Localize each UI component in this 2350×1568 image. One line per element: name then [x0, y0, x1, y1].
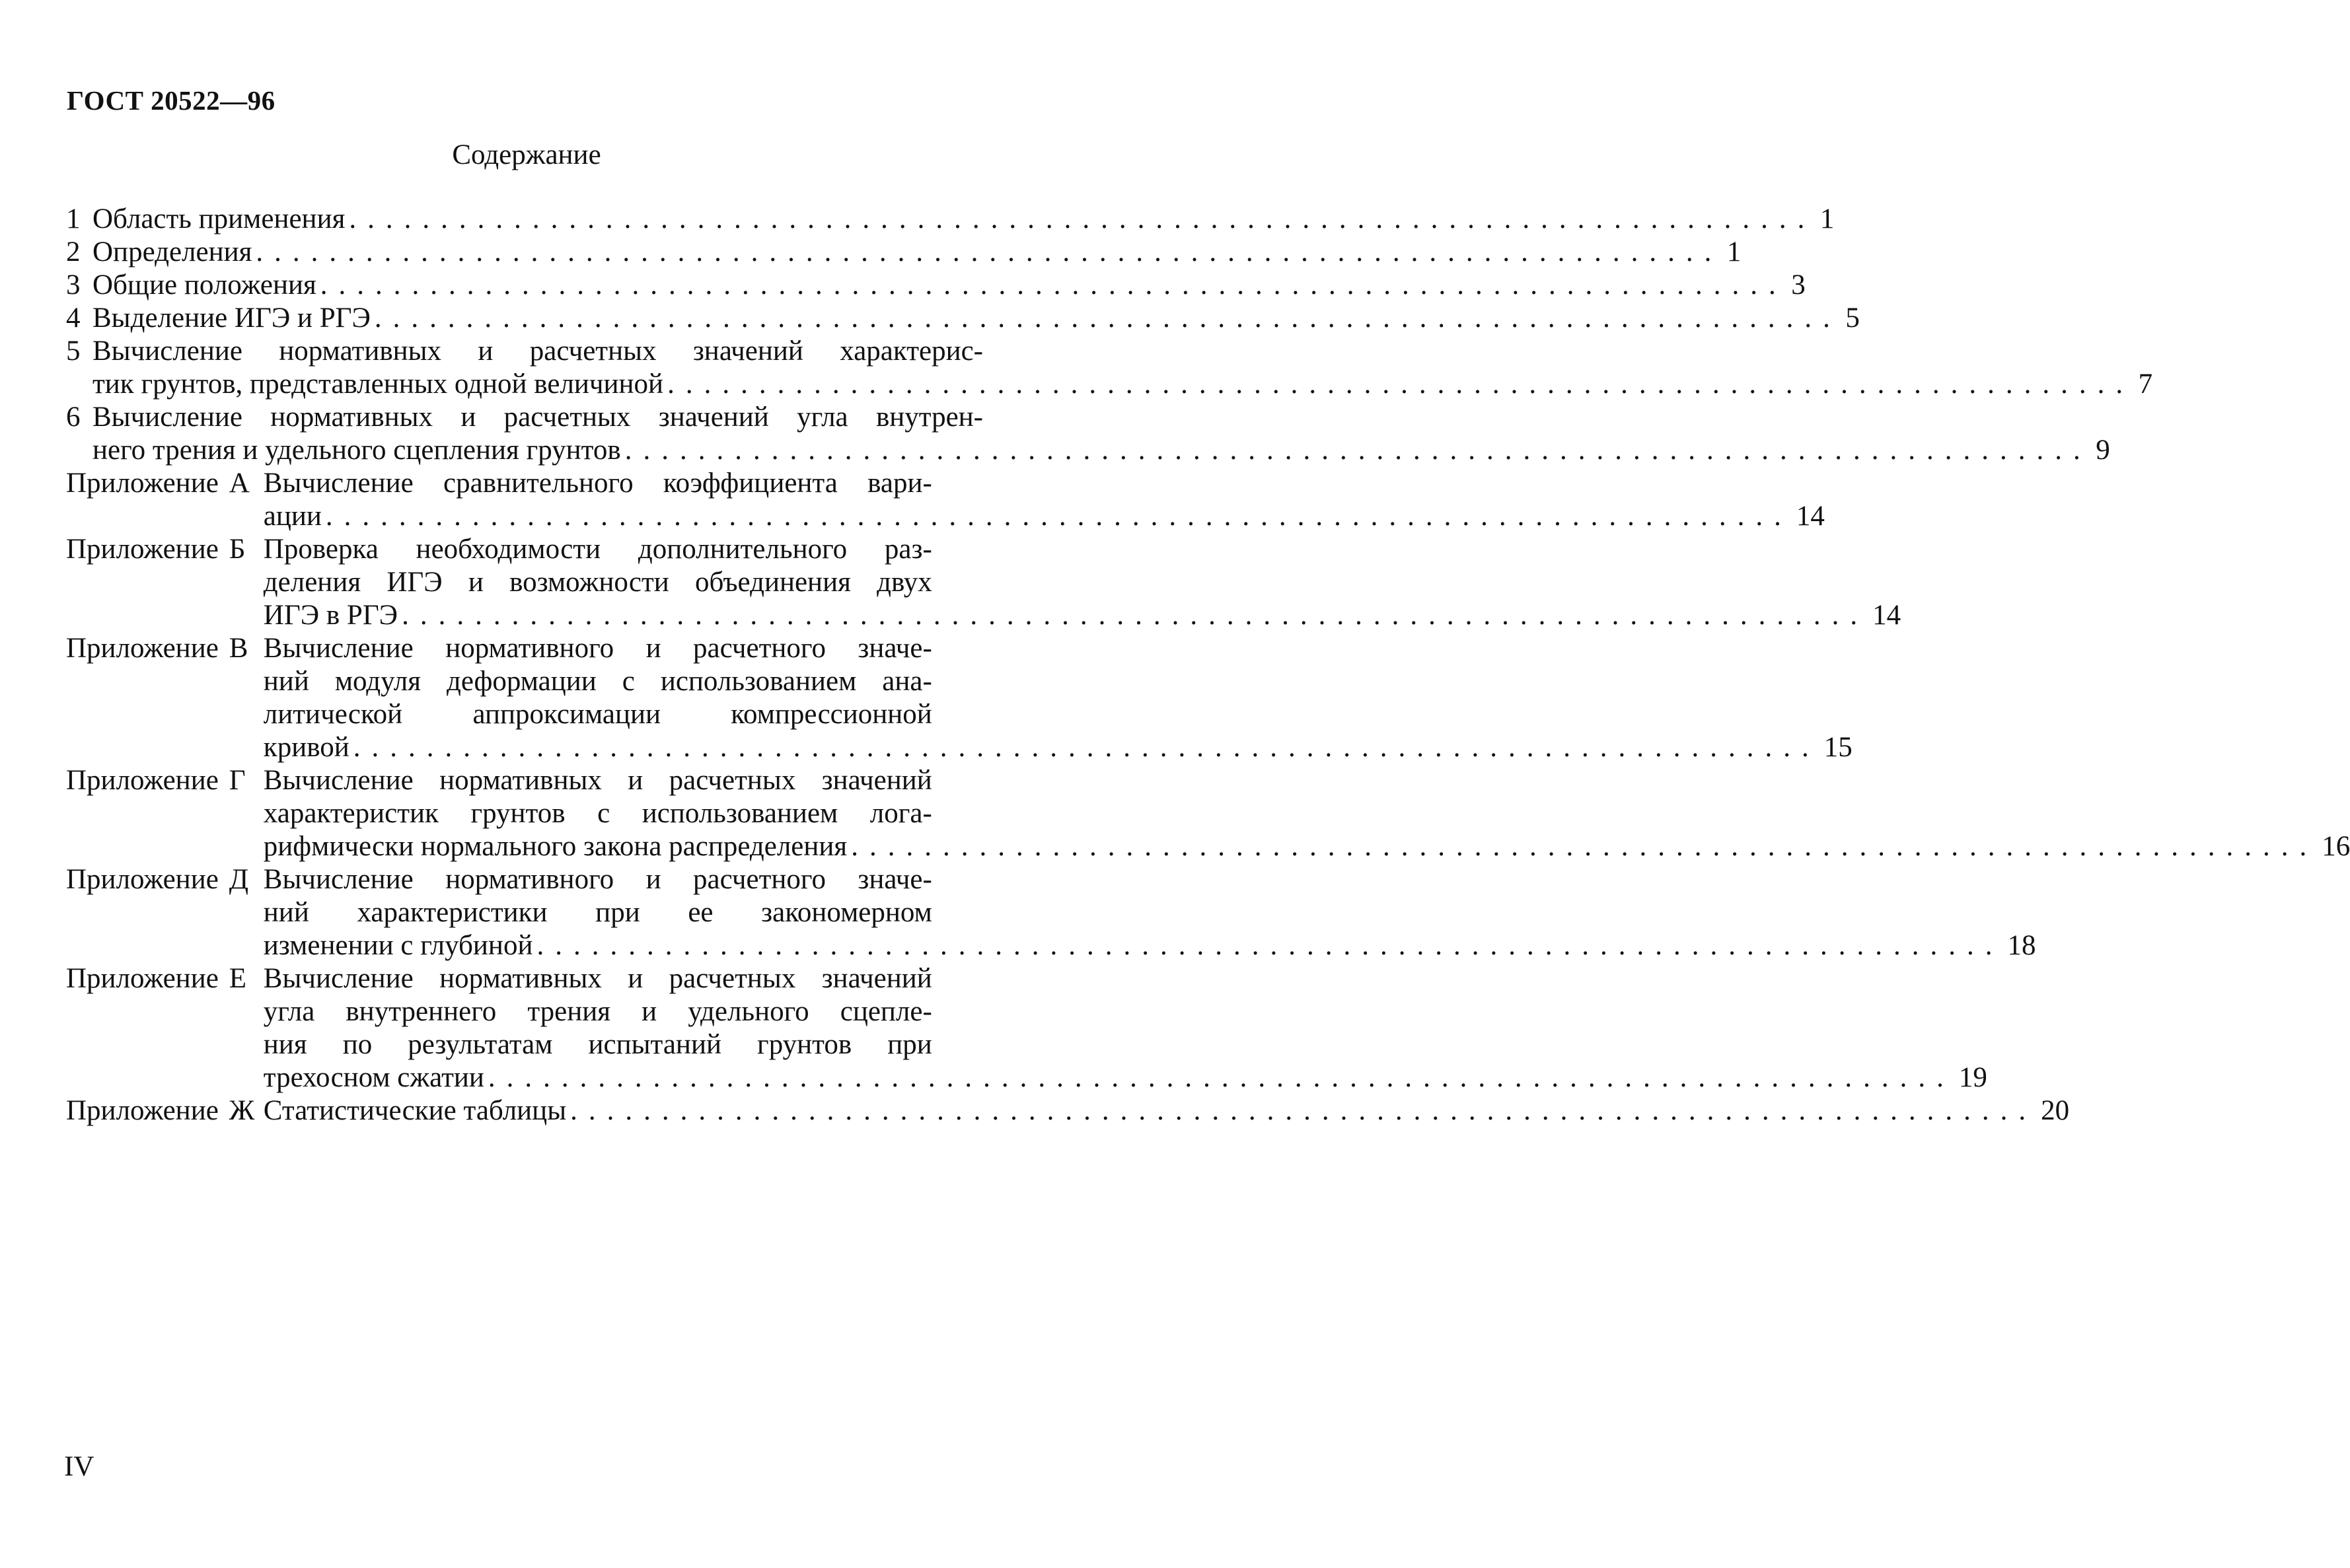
- toc-entry-title: Статистические таблицы: [263, 1095, 567, 1126]
- appendix-label: Приложение: [66, 633, 219, 664]
- toc-entry-line: Вычисление нормативных и расчетных значений: [263, 963, 932, 994]
- toc-page-number: 1: [1726, 236, 1742, 267]
- toc-appendix-entry[interactable]: [66, 1094, 2070, 1127]
- toc-entry-line: литической аппроксимации компрессионной: [263, 699, 932, 730]
- toc-page-number: 15: [1823, 732, 1853, 763]
- section-number: 1: [66, 203, 81, 234]
- toc-entry-title: изменении с глубиной: [263, 930, 533, 961]
- toc-entry-last-line: [263, 1061, 1987, 1094]
- toc-entry-last-line: [263, 500, 1825, 533]
- toc-entry-line: ний модуля деформации с использованием ана-: [263, 666, 932, 697]
- toc-entry-line: Вычисление нормативных и расчетных значений угла внутрен-: [92, 402, 983, 433]
- toc-page-number: 14: [1796, 501, 1825, 532]
- dot-leader: ................................................................................: [667, 369, 2135, 400]
- toc-entry-text: [92, 236, 1742, 269]
- toc-entry-text: [263, 632, 1853, 764]
- toc-entry-text: [92, 269, 1806, 302]
- appendix-letter: А: [229, 468, 250, 499]
- appendix-letter: Б: [229, 534, 246, 565]
- dot-leader: ................................................................................: [325, 501, 1792, 532]
- appendix-label: Приложение: [66, 765, 219, 796]
- appendix-letter: Г: [229, 765, 246, 796]
- toc-entry-text: [92, 203, 1835, 236]
- section-number: 6: [66, 402, 81, 433]
- dot-leader: ................................................................................: [256, 236, 1723, 267]
- toc-entry-last-line: [263, 731, 1853, 764]
- toc-entry-line: Вычисление нормативного и расчетного значе-: [263, 633, 932, 664]
- dot-leader: ................................................................................: [374, 303, 1841, 334]
- toc-entry-text: [92, 335, 2153, 401]
- toc-entry-line: Проверка необходимости дополнительного раз-: [263, 534, 932, 565]
- toc-entry-last-line: [92, 434, 2110, 467]
- toc-entry-title: Выделение ИГЭ и РГЭ: [92, 303, 371, 334]
- toc-entry-title: тик грунтов, представленных одной величиной: [92, 369, 664, 400]
- appendix-letter: Е: [229, 963, 247, 994]
- toc-section-entry[interactable]: [66, 335, 2153, 401]
- toc-entry-last-line: [263, 599, 1901, 632]
- toc-entry-title: ации: [263, 501, 322, 532]
- toc-entry-line: ния по результатам испытаний грунтов при: [263, 1029, 932, 1060]
- table-of-contents: [66, 203, 2350, 1127]
- section-number: 5: [66, 336, 81, 367]
- toc-entry-title: него трения и удельного сцепления грунтов: [92, 435, 621, 466]
- toc-appendix-entry[interactable]: [66, 467, 1825, 533]
- toc-entry-text: [92, 302, 1860, 335]
- toc-appendix-entry[interactable]: [66, 863, 2036, 962]
- toc-entry-text: [263, 1094, 2070, 1127]
- toc-entry-text: [263, 962, 1987, 1094]
- toc-page-number: 16: [2322, 831, 2350, 862]
- section-number: 2: [66, 236, 81, 267]
- toc-page-number: 19: [1958, 1062, 1987, 1093]
- toc-entry-title: трехосном сжатии: [263, 1062, 484, 1093]
- toc-entry-title: Область применения: [92, 203, 346, 234]
- page-title: Содержание: [452, 139, 601, 170]
- toc-appendix-entry[interactable]: [66, 764, 2350, 863]
- toc-page-number: 7: [2138, 369, 2153, 400]
- toc-page-number: 9: [2096, 435, 2110, 466]
- toc-entry-title: Определения: [92, 236, 252, 267]
- toc-appendix-entry[interactable]: [66, 533, 1901, 632]
- toc-section-entry[interactable]: [66, 236, 1742, 269]
- toc-page-number: 20: [2041, 1095, 2070, 1126]
- toc-entry-line: деления ИГЭ и возможности объединения двух: [263, 567, 932, 598]
- toc-entry-line: Вычисление сравнительного коэффициента вари-: [263, 468, 932, 499]
- toc-page-number: 14: [1872, 600, 1901, 631]
- toc-entry-last-line: [92, 203, 1835, 236]
- toc-entry-text: [263, 467, 1825, 533]
- toc-entry-last-line: [92, 368, 2153, 401]
- section-number: 3: [66, 269, 81, 301]
- toc-entry-title: Общие положения: [92, 269, 316, 301]
- toc-entry-last-line: [92, 269, 1806, 302]
- toc-entry-line: ний характеристики при ее закономерном: [263, 897, 932, 928]
- toc-entry-last-line: [263, 1094, 2070, 1127]
- toc-entry-line: угла внутреннего трения и удельного сцепле-: [263, 996, 932, 1027]
- toc-page-number: 1: [1819, 203, 1835, 234]
- appendix-letter: Ж: [229, 1095, 255, 1126]
- toc-entry-last-line: [263, 830, 2350, 863]
- dot-leader: ................................................................................: [402, 600, 1869, 631]
- dot-leader: ................................................................................: [320, 269, 1787, 301]
- toc-entry-line: Вычисление нормативных и расчетных значений: [263, 765, 932, 796]
- toc-entry-title: кривой: [263, 732, 349, 763]
- appendix-label: Приложение: [66, 864, 219, 895]
- dot-leader: ................................................................................: [353, 732, 1820, 763]
- toc-page-number: 18: [2007, 930, 2036, 961]
- toc-appendix-entry[interactable]: [66, 962, 1987, 1094]
- toc-entry-title: ИГЭ в РГЭ: [263, 600, 398, 631]
- dot-leader: ................................................................................: [624, 435, 2092, 466]
- appendix-label: Приложение: [66, 468, 219, 499]
- toc-page-number: 5: [1845, 303, 1860, 334]
- dot-leader: ................................................................................: [851, 831, 2318, 862]
- toc-entry-text: [263, 863, 2036, 962]
- page-number: IV: [64, 1451, 94, 1482]
- dot-leader: ................................................................................: [488, 1062, 1955, 1093]
- appendix-letter: В: [229, 633, 248, 664]
- toc-section-entry[interactable]: [66, 203, 1835, 236]
- toc-entry-line: Вычисление нормативных и расчетных значений характерис-: [92, 336, 983, 367]
- toc-entry-title: рифмически нормального закона распределения: [263, 831, 848, 862]
- toc-entry-line: характеристик грунтов с использованием лога-: [263, 798, 932, 829]
- toc-page-number: 3: [1791, 269, 1806, 301]
- toc-entry-text: [263, 533, 1901, 632]
- dot-leader: ................................................................................: [570, 1095, 2038, 1126]
- appendix-label: Приложение: [66, 534, 219, 565]
- toc-entry-line: Вычисление нормативного и расчетного значе-: [263, 864, 932, 895]
- document-code: ГОСТ 20522—96: [67, 85, 275, 116]
- toc-section-entry[interactable]: [66, 269, 1806, 302]
- appendix-label: Приложение: [66, 963, 219, 994]
- toc-entry-last-line: [92, 236, 1742, 269]
- toc-entry-text: [92, 401, 2110, 467]
- toc-entry-last-line: [263, 929, 2036, 962]
- toc-entry-text: [263, 764, 2350, 863]
- section-number: 4: [66, 303, 81, 334]
- toc-appendix-entry[interactable]: [66, 632, 1853, 764]
- appendix-label: Приложение: [66, 1095, 219, 1126]
- dot-leader: ................................................................................: [536, 930, 2004, 961]
- dot-leader: ................................................................................: [349, 203, 1816, 234]
- toc-section-entry[interactable]: [66, 401, 2110, 467]
- toc-section-entry[interactable]: [66, 302, 1860, 335]
- appendix-letter: Д: [229, 864, 249, 895]
- toc-entry-last-line: [92, 302, 1860, 335]
